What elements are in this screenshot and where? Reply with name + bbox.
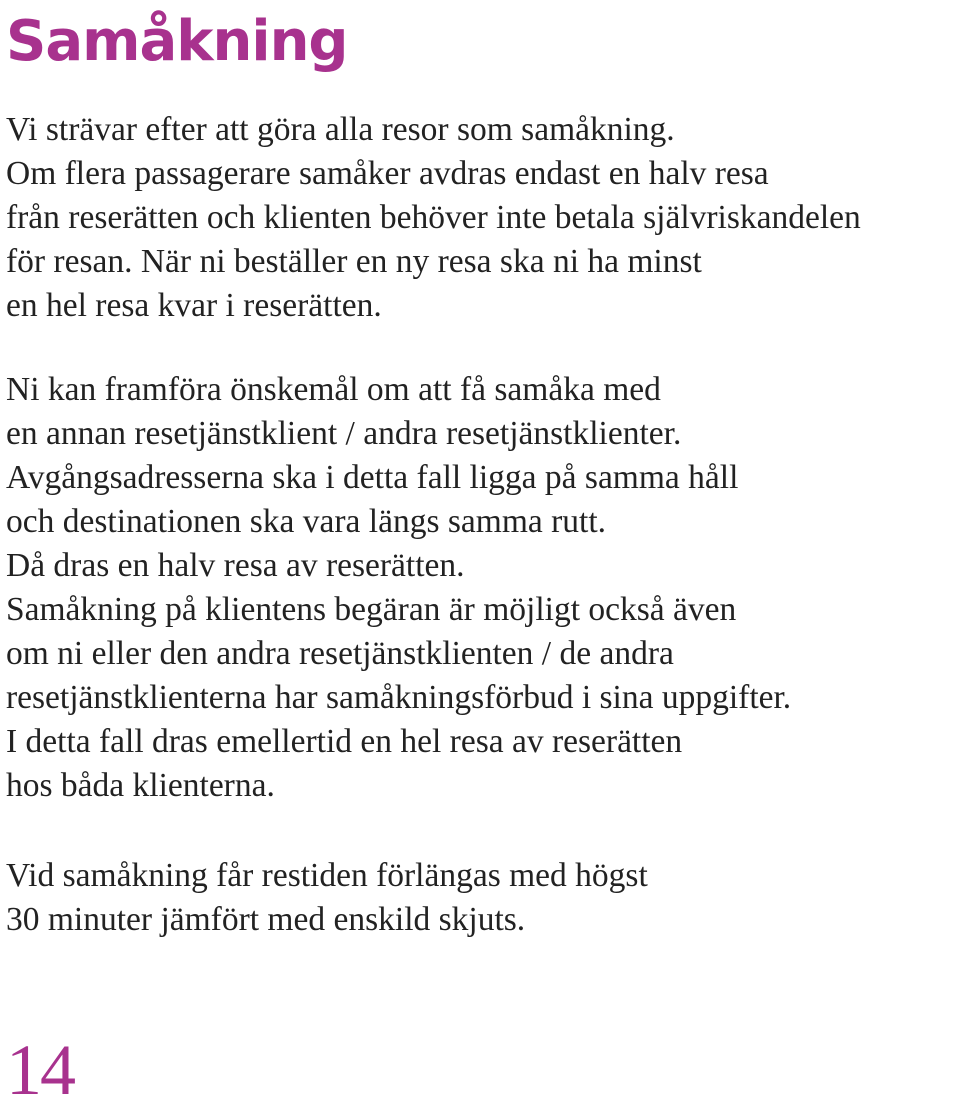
paragraph-line: Avgångsadresserna ska i detta fall ligga på samma håll [6,459,739,496]
paragraph-line: Om flera passagerare samåker avdras endast en halv resa [6,155,769,192]
paragraph-travel-time [6,854,648,942]
paragraph-line: Då dras en halv resa av reserätten. [6,547,465,584]
paragraph-line: om ni eller den andra resetjänstklienten / de andra [6,635,674,672]
paragraph-line: 30 minuter jämfört med enskild skjuts. [6,901,526,938]
paragraph-line: från reserätten och klienten behöver inte betala självriskandelen [6,199,861,236]
page-title: Samåkning [6,9,348,74]
paragraph-requests [6,368,791,808]
paragraph-line: Vi strävar efter att göra alla resor som samåkning. [6,111,675,148]
paragraph-line: och destinationen ska vara längs samma rutt. [6,503,607,540]
paragraph-intro [6,108,861,328]
page-number: 14 [6,1030,74,1110]
paragraph-line: Vid samåkning får restiden förlängas med högst [6,857,648,894]
paragraph-line: en hel resa kvar i reserätten. [6,287,382,324]
paragraph-line: Ni kan framföra önskemål om att få samåka med [6,371,661,408]
paragraph-line: resetjänstklienterna har samåkningsförbud i sina uppgifter. [6,679,792,716]
paragraph-line: en annan resetjänstklient / andra resetjänstklienter. [6,415,682,452]
paragraph-line: I detta fall dras emellertid en hel resa av reserätten [6,723,683,760]
paragraph-line: för resan. När ni beställer en ny resa ska ni ha minst [6,243,702,280]
paragraph-line: Samåkning på klientens begäran är möjligt också även [6,591,737,628]
paragraph-line: hos båda klienterna. [6,767,275,804]
